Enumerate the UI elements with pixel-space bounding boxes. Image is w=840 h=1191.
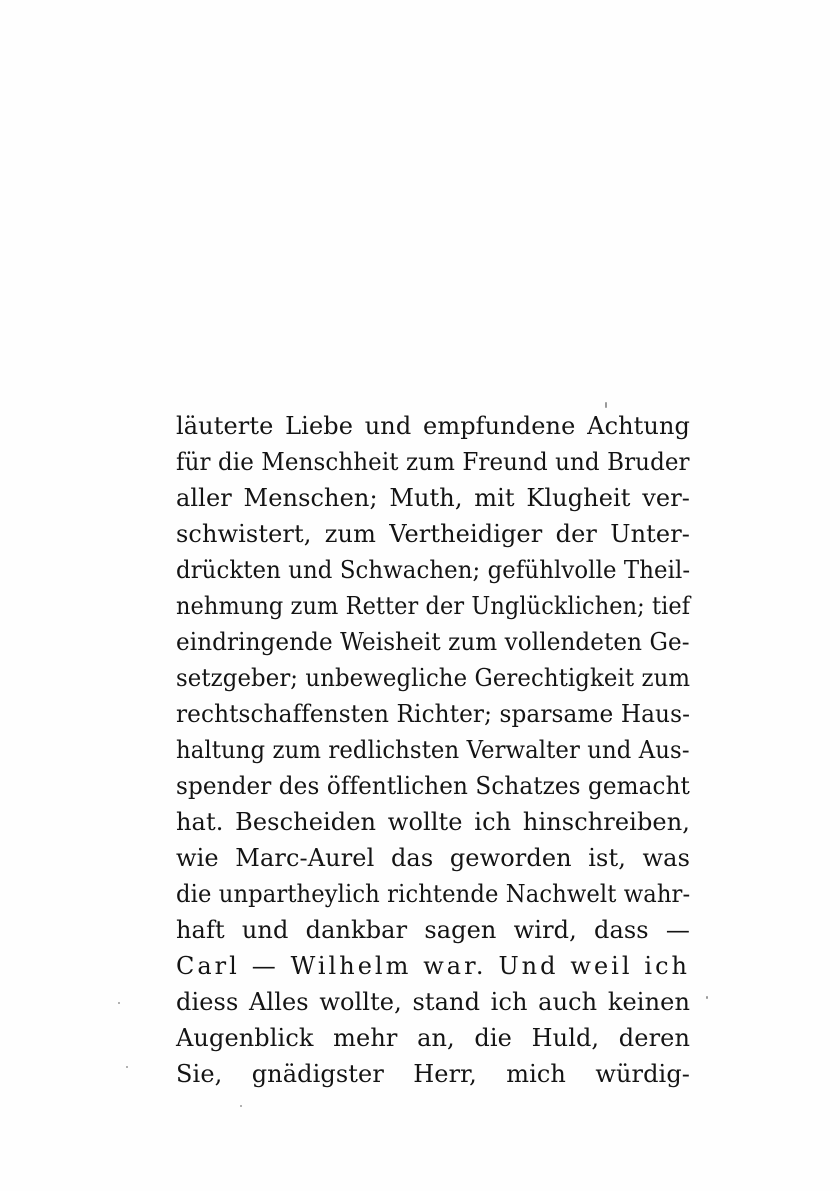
text-line — [176, 804, 690, 840]
line-text: wie Marc-Aurel das geworden ist, was — [176, 844, 690, 872]
line-text: für die Menschheit zum Freund und Bruder — [176, 448, 690, 476]
line-text: rechtschaffensten Richter; sparsame Haus- — [176, 700, 691, 728]
text-line — [176, 696, 690, 732]
text-line — [176, 732, 690, 768]
speck-mark — [240, 1105, 242, 1107]
text-line — [176, 1020, 690, 1056]
text-line — [176, 876, 690, 912]
text-line — [176, 840, 690, 876]
line-text: hat. Bescheiden wollte ich hinschreiben, — [176, 808, 690, 836]
text-line — [176, 624, 690, 660]
text-line — [176, 588, 690, 624]
line-text: haltung zum redlichsten Verwalter und Aus- — [176, 736, 690, 764]
line-text: schwistert, zum Vertheidiger der Unter- — [176, 520, 690, 548]
text-line — [176, 516, 690, 552]
text-line — [176, 660, 690, 696]
line-text: aller Menschen; Muth, mit Klugheit ver- — [176, 484, 690, 512]
line-text: drückten und Schwachen; gefühlvolle Theil- — [176, 556, 691, 584]
line-text: Sie, gnädigster Herr, mich würdig- — [176, 1060, 690, 1088]
line-text: haft und dankbar sagen wird, dass — — [176, 916, 690, 944]
line-text: Carl — Wilhelm war. Und weil ich — [176, 952, 690, 980]
speck-mark — [118, 1002, 120, 1004]
line-text: spender des öffentlichen Schatzes gemacht — [176, 772, 690, 800]
text-line — [176, 1056, 690, 1092]
line-text: Augenblick mehr an, die Huld, deren — [176, 1024, 690, 1052]
speck-mark — [706, 996, 708, 999]
text-line — [176, 912, 690, 948]
line-text: läuterte Liebe und empfundene Achtung — [176, 412, 690, 440]
line-text: nehmung zum Retter der Unglücklichen; tief — [176, 592, 691, 620]
speck-mark — [126, 1066, 128, 1068]
text-line — [176, 444, 690, 480]
line-text: eindringende Weisheit zum vollendeten Ge- — [176, 628, 690, 656]
text-line — [176, 948, 690, 984]
text-line — [176, 984, 690, 1020]
line-text: diess Alles wollte, stand ich auch keinen — [176, 988, 690, 1016]
text-line — [176, 480, 690, 516]
text-line — [176, 552, 690, 588]
text-line — [176, 768, 690, 804]
body-text — [176, 408, 690, 1092]
line-text: die unpartheylich richtende Nachwelt wahr- — [176, 880, 691, 908]
text-line — [176, 408, 690, 444]
line-text: setzgeber; unbewegliche Gerechtigkeit zum — [176, 664, 691, 692]
